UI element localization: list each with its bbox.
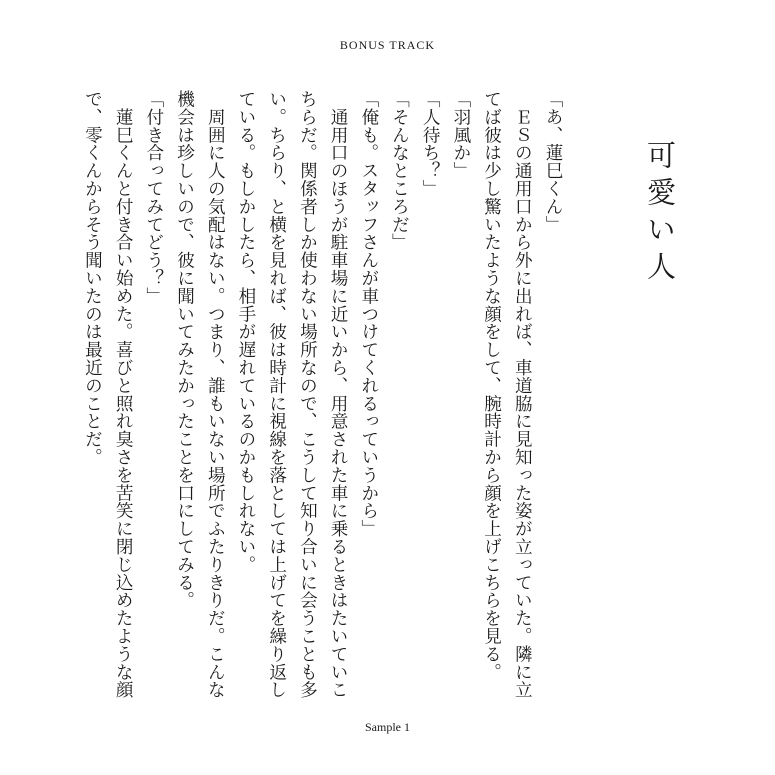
paragraph: 「羽風か」	[450, 90, 471, 180]
paragraph: 周囲に人の気配はない。つまり、誰もいない場所でふたりきりだ。こんな機会は珍しいので、彼に聞いてみたかったことを口にしてみる。	[174, 90, 226, 699]
paragraph: 「俺も。スタッフさんが車つけてくれるっていうから」	[358, 90, 379, 538]
paragraph: 「人待ち？」	[420, 90, 441, 198]
paragraph: 通用口のほうが駐車場に近いから、用意された車に乗るときはたいていこちらだ。関係者しか使わない場所なので、こうして知り合いに会うことも多い。ちらり、と横を見れば、彼は時計に視線を落としては上げてを繰り返している。もしかしたら、相手が遅れているのかもしれない。	[235, 90, 349, 699]
story-body	[78, 90, 568, 700]
paragraph: 蓮巳くんと付き合い始めた。喜びと照れ臭さを苦笑に閉じ込めたような顔で、零くんからそう聞いたのは最近のことだ。	[82, 90, 134, 699]
paragraph: 「あ、蓮巳くん」	[543, 90, 563, 234]
paragraph: ＥＳの通用口から外に出れば、車道脇に見知った姿が立っていた。隣に立てば彼は少し驚いたような顔をして、腕時計から顔を上げこちらを見る。	[481, 90, 533, 699]
paragraph: 「付き合ってみてどう？」	[143, 90, 164, 305]
page-footer: Sample 1	[365, 720, 410, 734]
paragraph: 「そんなところだ」	[389, 90, 410, 252]
story-title: 可愛い人	[643, 140, 677, 288]
page-header: BONUS TRACK	[339, 38, 436, 52]
